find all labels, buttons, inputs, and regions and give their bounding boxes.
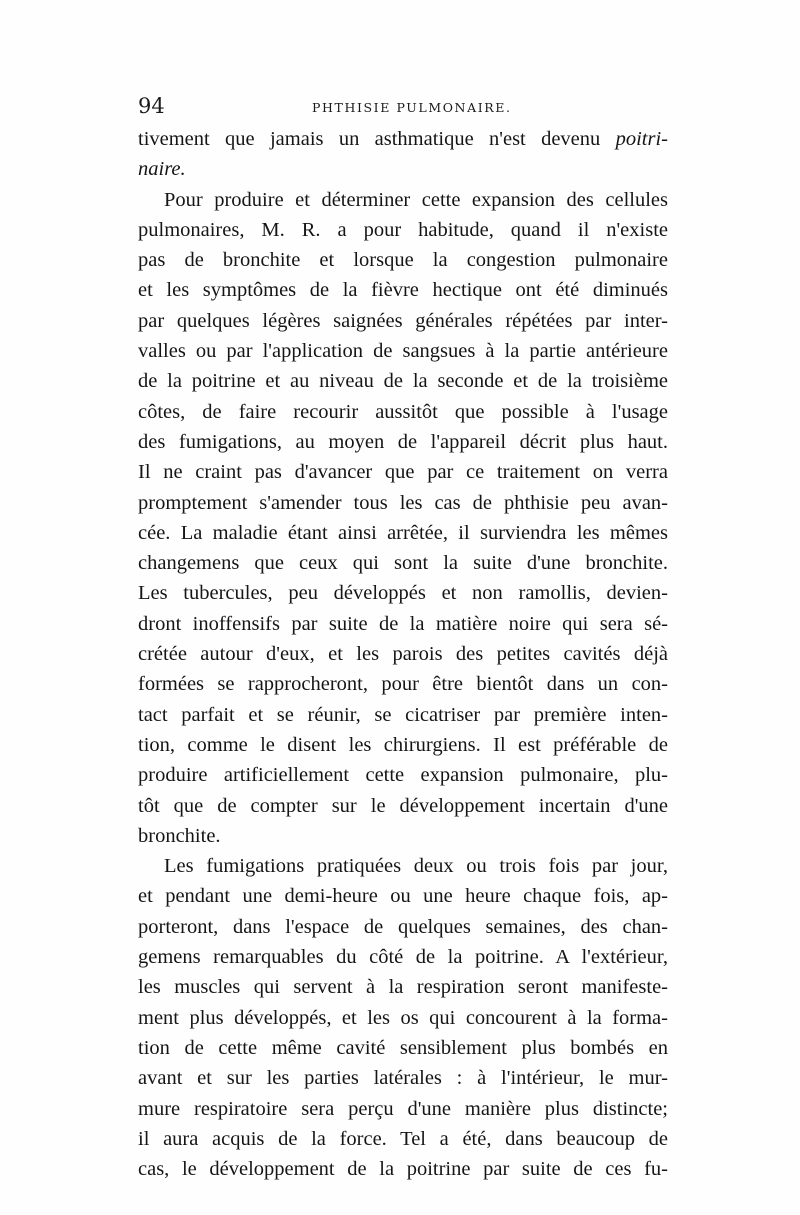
text-line: Les tubercules, peu développés et non ramollis, devien-: [138, 582, 668, 605]
text-line: ment plus développés, et les os qui concourent à la forma-: [138, 1006, 668, 1029]
text-line: promptement s'amender tous les cas de phthisie peu avan-: [138, 491, 668, 514]
page-number: 94: [138, 94, 165, 118]
text-line: changemens que ceux qui sont la suite d'une bronchite.: [138, 552, 668, 575]
text-line: pas de bronchite et lorsque la congestion pulmonaire: [138, 249, 668, 272]
text-line: mure respiratoire sera perçu d'une manière plus distincte;: [138, 1097, 668, 1120]
text-line: il aura acquis de la force. Tel a été, dans beaucoup de: [138, 1127, 668, 1150]
text-line: côtes, de faire recourir aussitôt que possible à l'usage: [138, 400, 668, 423]
italic-word: poitri-: [615, 128, 668, 150]
text-line: [138, 154, 668, 184]
text-line: cée. La maladie étant ainsi arrêtée, il surviendra les mêmes: [138, 521, 668, 544]
text-line-content: tivement que jamais un asthmatique n'est devenu: [138, 128, 601, 150]
text-line: avant et sur les parties latérales : à l'intérieur, le mur-: [138, 1067, 668, 1090]
text-line: cas, le développement de la poitrine par suite de ces fu-: [138, 1158, 668, 1181]
text-line: de la poitrine et au niveau de la seconde et de la troisième: [138, 370, 668, 393]
text-line: crétée autour d'eux, et les parois des petites cavités déjà: [138, 643, 668, 666]
text-line: pulmonaires, M. R. a pour habitude, quand il n'existe: [138, 218, 668, 241]
paragraph-start-line: Pour produire et déterminer cette expansion des cellules: [164, 188, 668, 211]
text-line: tion de cette même cavité sensiblement plus bombés en: [138, 1036, 668, 1059]
text-line: tôt que de compter sur le développement incertain d'une: [138, 794, 668, 817]
text-line: tact parfait et se réunir, se cicatriser par première inten-: [138, 703, 668, 726]
text-line: valles ou par l'application de sangsues à la partie antérieure: [138, 340, 668, 363]
text-line: produire artificiellement cette expansion pulmonaire, plu-: [138, 764, 668, 787]
text-line: et pendant une demi-heure ou une heure chaque fois, ap-: [138, 885, 668, 908]
text-line: [138, 124, 668, 154]
text-line: des fumigations, au moyen de l'appareil décrit plus haut.: [138, 430, 668, 453]
running-head: [138, 94, 668, 122]
text-line: dront inoffensifs par suite de la matière noire qui sera sé-: [138, 612, 668, 635]
body-text: [138, 124, 668, 1184]
text-line: et les symptômes de la fièvre hectique ont été diminués: [138, 279, 668, 302]
text-line: tion, comme le disent les chirurgiens. Il est préférable de: [138, 733, 668, 756]
running-title: PHTHISIE PULMONAIRE.: [312, 100, 512, 115]
paragraph-start-line: Les fumigations pratiquées deux ou trois fois par jour,: [164, 855, 668, 878]
text-line: formées se rapprocheront, pour être bientôt dans un con-: [138, 673, 668, 696]
text-line: gemens remarquables du côté de la poitrine. A l'extérieur,: [138, 946, 668, 969]
text-line: Il ne craint pas d'avancer que par ce traitement on verra: [138, 461, 668, 484]
text-line: par quelques légères saignées générales répétées par inter-: [138, 309, 668, 332]
paragraph-end-line: bronchite.: [138, 824, 221, 847]
text-line: porteront, dans l'espace de quelques semaines, des chan-: [138, 915, 668, 938]
italic-word: naire.: [138, 158, 186, 181]
text-line: les muscles qui servent à la respiration seront manifeste-: [138, 976, 668, 999]
